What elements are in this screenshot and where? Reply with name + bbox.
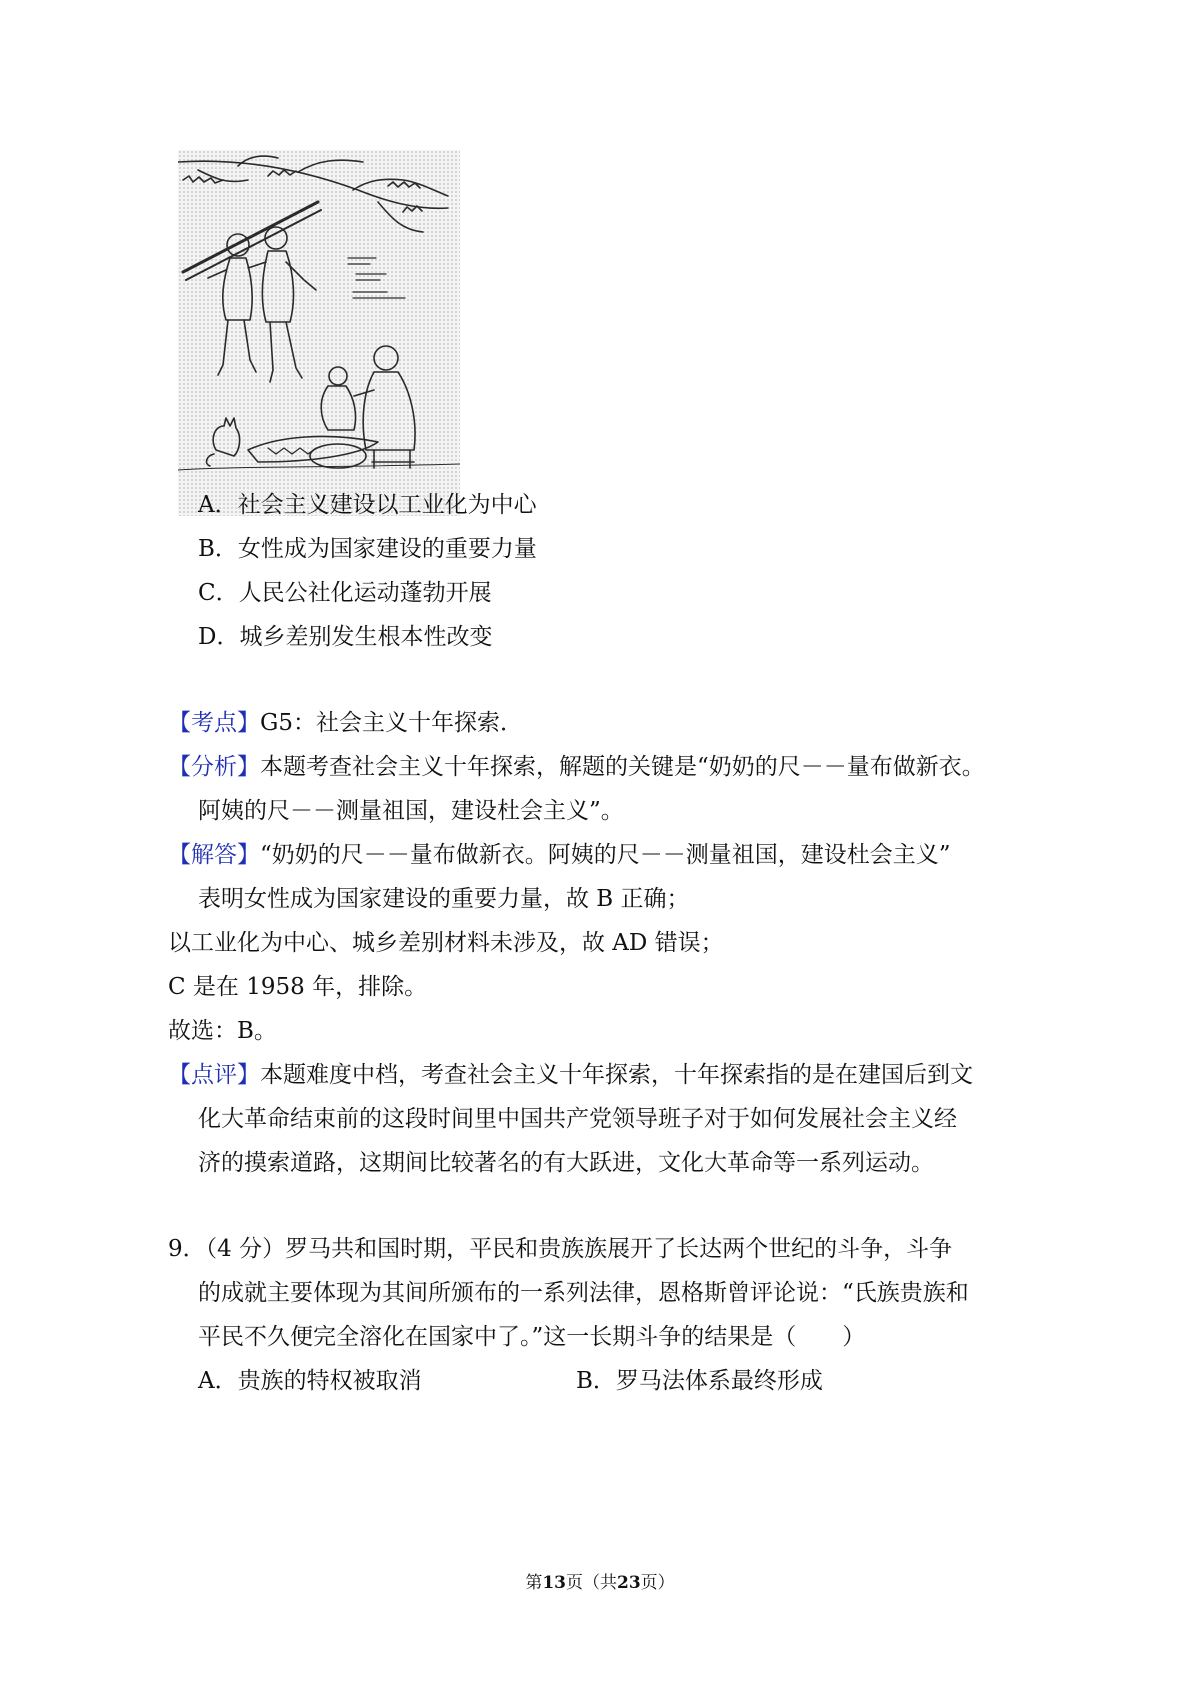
dianping-text-1: 本题难度中档，考查社会主义十年探索，十年探索指的是在建国后到文 bbox=[260, 1062, 973, 1088]
q9-stem-2: 的成就主要体现为其间所颁布的一系列法律，恩格斯曾评论说：“氏族贵族和 bbox=[198, 1280, 969, 1306]
page-footer bbox=[0, 1572, 1200, 1594]
dianping-text-2: 化大革命结束前的这段时间里中国共产党领导班子对于如何发展社会主义经 bbox=[198, 1106, 957, 1132]
kaodian-text: G5：社会主义十年探索． bbox=[260, 710, 524, 736]
answer-line: 故选：B。 bbox=[168, 1018, 277, 1044]
footer-total-pages: 23 bbox=[617, 1573, 641, 1593]
illustration-sketch bbox=[178, 150, 460, 516]
kaodian-line bbox=[168, 708, 523, 738]
dianping-text-3: 济的摸索道路，这期间比较著名的有大跃进，文化大革命等一系列运动。 bbox=[198, 1150, 934, 1176]
jieda-text-c: C 是在 1958 年，排除。 bbox=[168, 974, 428, 1000]
option-d: D．城乡差别发生根本性改变 bbox=[198, 624, 493, 650]
option-c: C．人民公社化运动蓬勃开展 bbox=[198, 580, 492, 606]
fenxi-line bbox=[168, 752, 985, 782]
option-b: B．女性成为国家建设的重要力量 bbox=[198, 536, 537, 562]
q9-option-b: B．罗马法体系最终形成 bbox=[576, 1368, 823, 1394]
fenxi-tag: 【分析】 bbox=[168, 754, 260, 780]
dianping-tag: 【点评】 bbox=[168, 1062, 260, 1088]
footer-mid: 页（共 bbox=[566, 1573, 617, 1593]
footer-prefix: 第 bbox=[525, 1573, 543, 1593]
dianping-line bbox=[168, 1060, 973, 1090]
jieda-tag: 【解答】 bbox=[168, 842, 260, 868]
jieda-text-1: “奶奶的尺－－量布做新衣。阿姨的尺－－测量祖国，建设杜会主义” bbox=[260, 842, 951, 868]
footer-page-number: 13 bbox=[542, 1573, 566, 1593]
q9-stem-3: 平民不久便完全溶化在国家中了。”这一长期斗争的结果是（ ） bbox=[198, 1324, 866, 1350]
jieda-text-ad: 以工业化为中心、城乡差别材料未涉及，故 AD 错误； bbox=[168, 930, 724, 956]
kaodian-tag: 【考点】 bbox=[168, 710, 260, 736]
jieda-text-2: 表明女性成为国家建设的重要力量，故 B 正确； bbox=[198, 886, 690, 912]
option-a: A．社会主义建设以工业化为中心 bbox=[198, 492, 537, 518]
q9-stem-1: 9．（4 分）罗马共和国时期，平民和贵族族展开了长达两个世纪的斗争，斗争 bbox=[168, 1236, 953, 1262]
jieda-line bbox=[168, 840, 951, 870]
fenxi-text-1: 本题考查社会主义十年探索，解题的关键是“奶奶的尺－－量布做新衣。 bbox=[260, 754, 985, 780]
question-illustration bbox=[178, 150, 460, 516]
footer-suffix: 页） bbox=[640, 1573, 675, 1593]
q9-option-a: A．贵族的特权被取消 bbox=[198, 1368, 422, 1394]
fenxi-text-2: 阿姨的尺－－测量祖国，建设杜会主义”。 bbox=[198, 798, 624, 824]
